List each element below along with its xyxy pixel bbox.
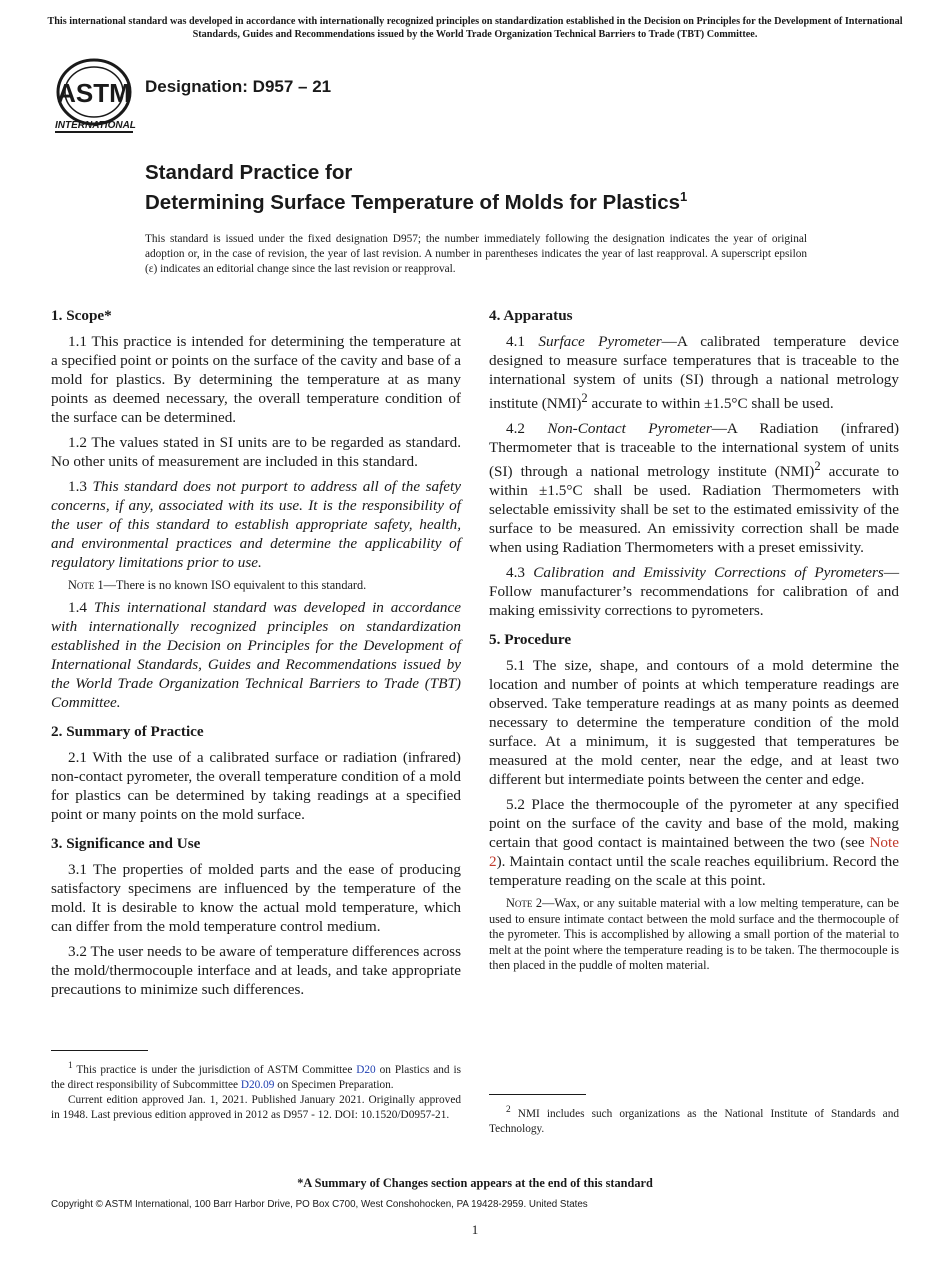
paragraph-2-1: 2.1 With the use of a calibrated surface or radiation (infrared) non-contact pyrometer, the overall temperature condition of a mold for plastics can be determined by taking readings at a specified point or many points on the mold surface.	[51, 748, 461, 823]
footnote-2: $^2$ NMI includes such organizations as the National Institute of Standards and Technology.	[489, 1105, 899, 1135]
section-heading-significance: 3. Significance and Use	[51, 834, 201, 852]
paragraph-3-1: 3.1 The properties of molded parts and the ease of producing satisfactory specimens are influenced by the temperature of the mold. It is desirable to know the actual mold temperature, which can differ from the mold temperature control medium.	[51, 860, 461, 935]
footnote-1: $^1$ This practice is under the jurisdiction of ASTM Committee D20 on Plastics and is the direct responsibility of Subcommittee D20.09 on Specimen Preparation. Current edition approved Jan. 1, 2021. Published January 2021. Originally approved in 1948. Last previous edition approved in 2012 as D957 - 12. DOI: 10.1520/D0957-21.	[51, 1061, 461, 1122]
paragraph-4-3: 4.3 Calibration and Emissivity Corrections of Pyrometers—Follow manufacturer’s recommendations for calibration of and making emissivity corrections to pyrometers.	[489, 564, 900, 620]
footnote-rule-left	[51, 1050, 148, 1051]
international-standard-notice: This international standard was developed in accordance with internationally recognized principles on standardization established in the Decision on Principles for the Development of International Standards, Guides and Recommendations issued by the World Trade Organization Technical Barriers to Trade (TBT) Committee.	[47, 16, 903, 40]
paragraph-4-2: 4.2 Non-Contact Pyrometer—A Radiation (infrared) Thermometer that is traceable to the international system of units (SI) through a national metrology institute (NMI)$^2$ accurate to within ±1.5°C shall be used. Radiation Thermometers with selectable emissivity shall be set to the estimated emissivity of the surface to be measured. An emissivity correction shall be made when using Radiation Thermometers with a preset emissivity.	[489, 420, 900, 557]
summary-of-changes-note: *A Summary of Changes section appears at the end of this standard	[297, 1176, 653, 1190]
document-title	[145, 161, 905, 215]
copyright: Copyright © ASTM International, 100 Barr Harbor Drive, PO Box C700, West Conshohocken, PA 19428-2959. United States	[51, 1199, 588, 1210]
page-number: 1	[471, 1222, 479, 1237]
paragraph-1-3: 1.3 This standard does not purport to address all of the safety concerns, if any, associated with its use. It is the responsibility of the user of this standard to establish appropriate safety, health, and environmental practices and determine the applicability of regulatory limitations prior to use.	[51, 478, 462, 571]
paragraph-5-2: 5.2 Place the thermocouple of the pyrometer at any specified point on the surface of the cavity and base of the mold, making certain that good contact is maintained between the two (see Note 2). Maintain contact until the scale reaches equilibrium. Record the temperature reading on the scale at this point.	[489, 796, 899, 890]
note-1: Note 1—There is no known ISO equivalent to this standard.	[68, 578, 367, 592]
paragraph-3-2: 3.2 The user needs to be aware of temperature differences across the mold/thermocouple interface and at leads, and take appropriate precautions to minimize such differences.	[51, 942, 461, 998]
footnote-1-edition: Current edition approved Jan. 1, 2021. Published January 2021. Originally approved in 1948. Last previous edition approved in 2012 as D957 - 12. DOI: 10.1520/D0957-21.	[51, 1094, 461, 1122]
link-d20[interactable]: D20	[356, 1063, 376, 1076]
link-note-2[interactable]: Note 2	[489, 834, 899, 871]
paragraph-5-1: 5.1 The size, shape, and contours of a mold determine the location and number of points at which temperature readings are observed. Take temperature readings at as many points as deemed necessary to determine the temperature condition of the mold surface. At a minimum, it is suggested that temperatures be measured at the mold center, near the edge, and at least two different but intermediate points between the center and edge.	[489, 657, 899, 789]
preamble: This standard is issued under the fixed designation D957; the number immediately following the designation indicates the year of original adoption or, in the case of revision, the year of last revision. A number in parentheses indicates the year of last reapproval. A superscript epsilon (ε) indicates an editorial change since the last revision or reapproval.	[145, 233, 807, 275]
paragraph-4-1: 4.1 Surface Pyrometer—A calibrated temperature device designed to measure surface temperatures that is traceable to the international system of units (SI) through a national metrology institute (NMI)$^2$ accurate to within ±1.5°C shall be used.	[489, 333, 899, 413]
title-footnote-mark: 1	[680, 189, 688, 204]
section-heading-procedure: 5. Procedure	[489, 631, 572, 649]
title-line-1: Standard Practice for	[145, 161, 353, 184]
note-2: Note 2—Wax, or any suitable material with a low melting temperature, can be used to ensure intimate contact between the mold surface and the thermocouple of the pyrometer. This is accomplished by allowing a small portion of the material to melt at the point where the temperature reading is to be taken. The thermocouple is then placed in the puddle of molten material.	[489, 896, 899, 973]
paragraph-1-2: 1.2 The values stated in SI units are to be regarded as standard. No other units of measurement are included in this standard.	[51, 434, 461, 470]
paragraph-1-1: 1.1 This practice is intended for determining the temperature at a specified point or points on the surface of the cavity and base of a mold for plastics. By determining the temperature at as many points as deemed necessary, the overall temperature condition of the surface can be determined.	[51, 333, 461, 426]
designation: Designation: D957 – 21	[145, 77, 332, 96]
logo-rule	[55, 131, 133, 133]
right-column	[489, 306, 899, 978]
section-heading-apparatus: 4. Apparatus	[489, 307, 573, 324]
link-d20-09[interactable]: D20.09	[240, 1078, 275, 1091]
logo-letters: ASTM	[57, 78, 131, 108]
footnote-rule-right	[489, 1094, 586, 1095]
section-heading-scope: 1. Scope*	[51, 307, 112, 324]
section-heading-summary: 2. Summary of Practice	[51, 722, 204, 740]
left-column	[51, 306, 461, 1005]
title-line-2: Determining Surface Temperature of Molds for Plastics$^1$	[145, 189, 688, 214]
paragraph-1-4: 1.4 This international standard was developed in accordance with internationally recognized principles on standardization established in the Decision on Principles for the Development of International Standards, Guides and Recommendations issued by the World Trade Organization Technical Barriers to Trade (TBT) Committee.	[51, 598, 461, 711]
logo-wordmark: INTERNATIONAL	[55, 120, 136, 131]
